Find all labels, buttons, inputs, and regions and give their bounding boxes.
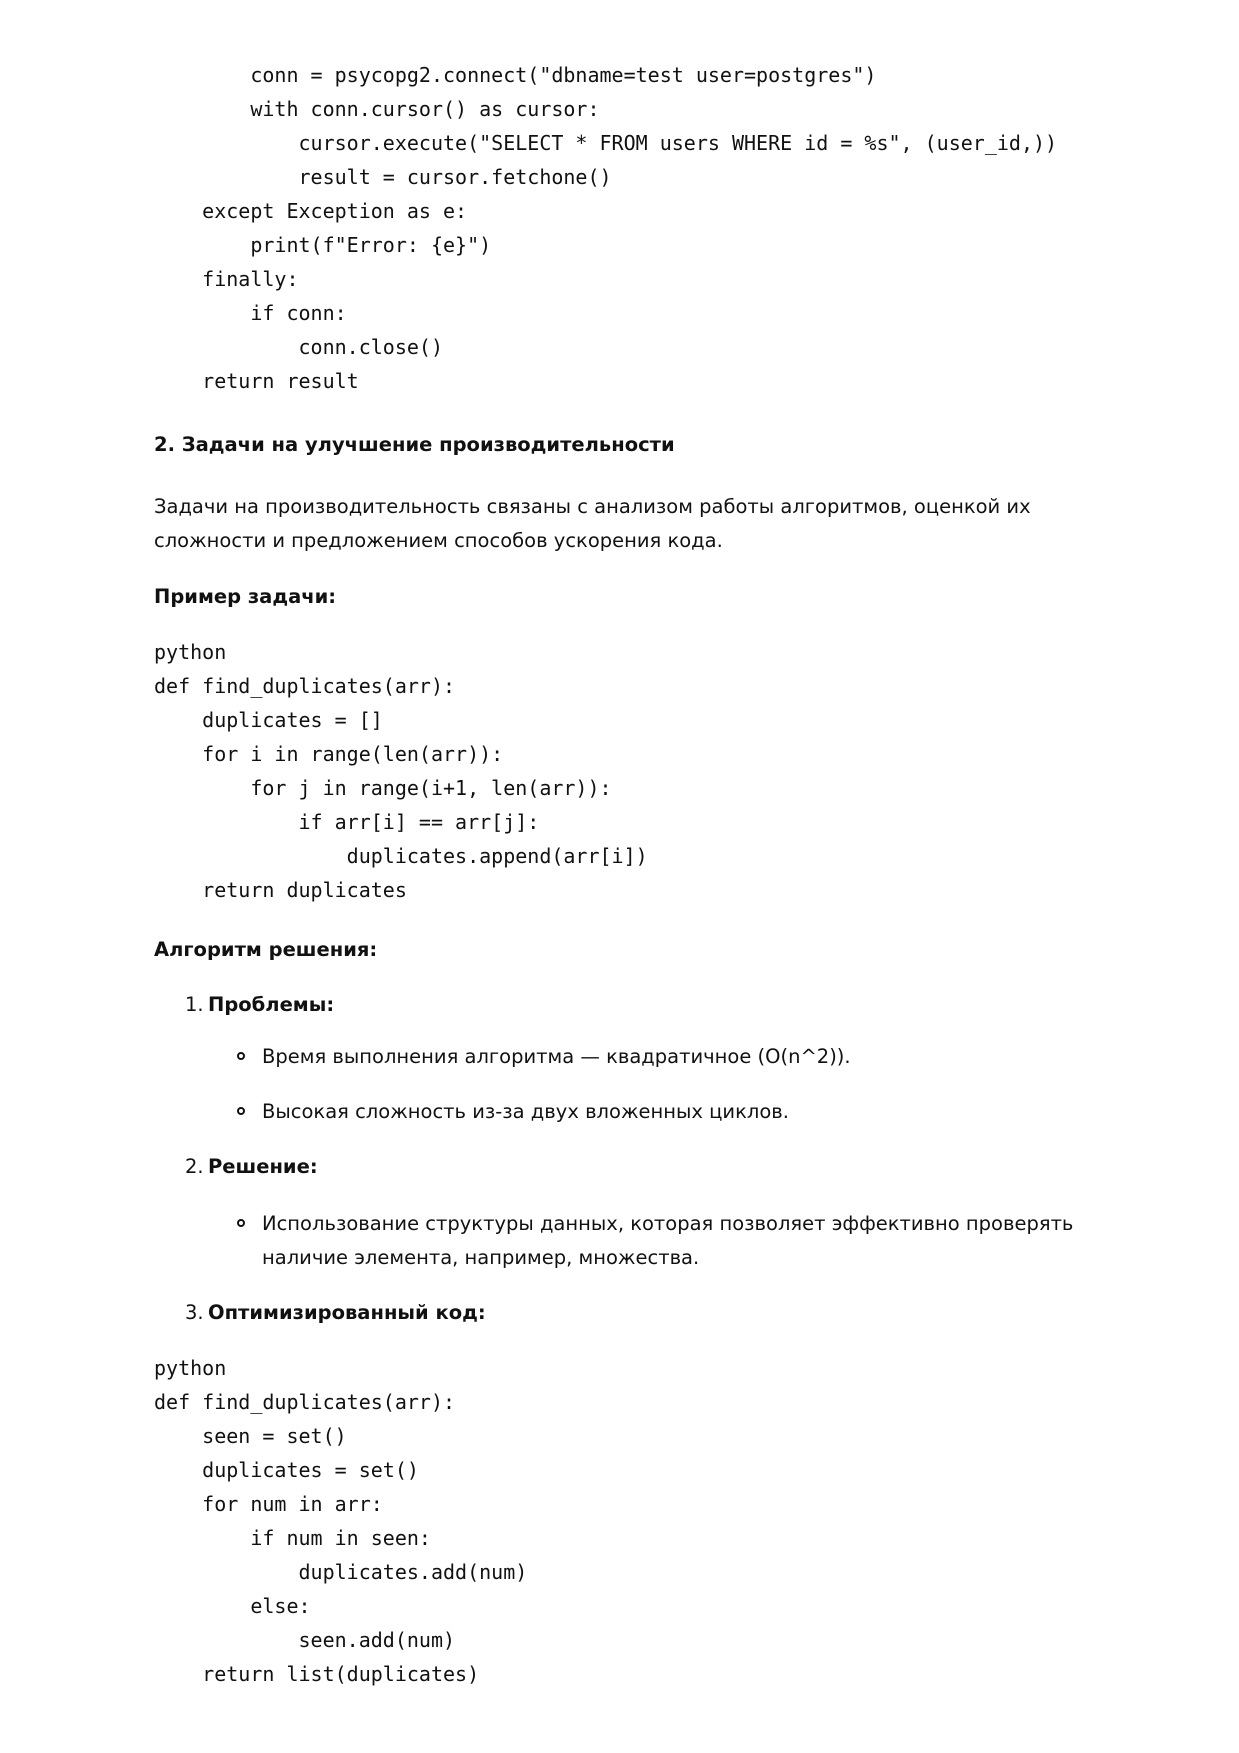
code-line: def find_duplicates(arr): <box>154 1390 456 1414</box>
code-line: if num in seen: <box>154 1526 431 1550</box>
code-line: except Exception as e: <box>154 199 468 223</box>
section-heading: 2. Задачи на улучшение производительности <box>154 433 675 456</box>
code-line: for j in range(i+1, len(arr)): <box>154 776 612 800</box>
code-line: if conn: <box>154 301 347 325</box>
code-line: duplicates.add(num) <box>154 1560 528 1584</box>
code-line: cursor.execute("SELECT * FROM users WHERE id = %s", (user_id,)) <box>154 131 1058 155</box>
code-line: duplicates.append(arr[i]) <box>154 844 648 868</box>
code-line: else: <box>154 1594 311 1618</box>
list-item-number: 1. <box>185 993 204 1016</box>
list-item-label: Проблемы: <box>208 993 335 1016</box>
code-line: with conn.cursor() as cursor: <box>154 97 600 121</box>
paragraph-line: сложности и предложением способов ускорения кода. <box>154 529 723 552</box>
code-line: print(f"Error: {e}") <box>154 233 492 257</box>
bullet-text: Высокая сложность из-за двух вложенных циклов. <box>262 1100 789 1123</box>
list-item-label: Оптимизированный код: <box>208 1301 486 1324</box>
list-item-number: 3. <box>185 1301 204 1324</box>
code-line: for num in arr: <box>154 1492 383 1516</box>
code-line: python <box>154 1356 227 1380</box>
code-line: conn = psycopg2.connect("dbname=test user=postgres") <box>154 63 877 87</box>
example-label: Пример задачи: <box>154 585 337 608</box>
bullet-text: Использование структуры данных, которая позволяет эффективно проверять <box>262 1212 1074 1235</box>
code-line: seen.add(num) <box>154 1628 456 1652</box>
code-line: def find_duplicates(arr): <box>154 674 456 698</box>
circle-bullet-icon <box>237 1052 245 1060</box>
code-line: if arr[i] == arr[j]: <box>154 810 540 834</box>
code-line: conn.close() <box>154 335 443 359</box>
code-line: result = cursor.fetchone() <box>154 165 612 189</box>
bullet-text: наличие элемента, например, множества. <box>262 1246 700 1269</box>
code-line: python <box>154 640 227 664</box>
code-line: return list(duplicates) <box>154 1662 480 1686</box>
code-line: duplicates = set() <box>154 1458 419 1482</box>
code-line: duplicates = [] <box>154 708 383 732</box>
code-line: return result <box>154 369 359 393</box>
list-item-number: 2. <box>185 1155 204 1178</box>
list-item-label: Решение: <box>208 1155 318 1178</box>
paragraph-line: Задачи на производительность связаны с анализом работы алгоритмов, оценкой их <box>154 495 1031 518</box>
code-line: for i in range(len(arr)): <box>154 742 504 766</box>
code-line: finally: <box>154 267 299 291</box>
code-line: return duplicates <box>154 878 407 902</box>
circle-bullet-icon <box>237 1107 245 1115</box>
code-line: seen = set() <box>154 1424 347 1448</box>
circle-bullet-icon <box>237 1219 245 1227</box>
bullet-text: Время выполнения алгоритма — квадратичное (O(n^2)). <box>262 1045 851 1068</box>
algorithm-heading: Алгоритм решения: <box>154 938 378 961</box>
